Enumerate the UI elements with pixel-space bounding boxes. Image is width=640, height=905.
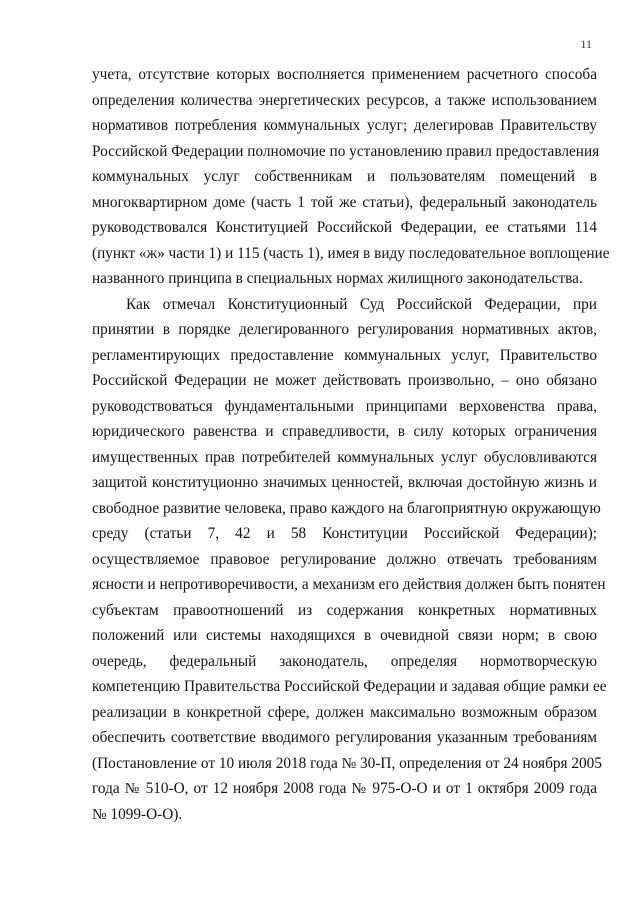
text-line: учета, отсутствие которых восполняется применением расчетного способа: [92, 66, 597, 83]
text-line: многоквартирном доме (часть 1 той же статьи), федеральный законодатель: [92, 193, 597, 211]
paragraph-1: [92, 62, 610, 292]
text-line: регламентирующих предоставление коммунальных услуг, Правительство: [92, 346, 597, 364]
page-number: 11: [580, 37, 592, 51]
text-line: юридического равенства и справедливости, в силу которых ограничения: [92, 423, 597, 440]
text-line: Российской Федерации не может действовать произвольно, – оно обязано: [92, 372, 597, 389]
text-line: защитой конституционно значимых ценностей, включая достойную жизнь и: [92, 474, 597, 491]
text-line: очередь, федеральный законодатель, определяя нормотворческую: [92, 652, 597, 670]
text-line: субъектам правоотношений из содержания конкретных нормативных: [92, 601, 597, 619]
text-line: Как отмечал Конституционный Суд Российской Федерации, при: [126, 295, 597, 313]
text-line: года № 510-О, от 12 ноября 2008 года № 975-О-О и от 1 октября 2009 года: [92, 780, 597, 797]
text-line: руководствовался Конституцией Российской Федерации, ее статьями 114: [92, 219, 597, 236]
text-line: компетенцию Правительства Российской Федерации и задавая общие рамки ее: [92, 678, 607, 695]
text-line: ясности и непротиворечивости, а механизм его действия должен быть понятен: [92, 576, 606, 593]
text-line: (пункт «ж» части 1) и 115 (часть 1), имея в виду последовательное воплощение: [92, 244, 610, 262]
text-line: названного принципа в специальных нормах жилищного законодательства.: [92, 270, 583, 287]
text-line: имущественных прав потребителей коммунальных услуг обусловливаются: [92, 448, 597, 466]
text-line: № 1099-О-О).: [92, 805, 183, 823]
text-line: реализации в конкретной сфере, должен максимально возможным образом: [92, 703, 597, 721]
document-body: [92, 62, 610, 827]
text-line: принятии в порядке делегированного регулирования нормативных актов,: [92, 321, 597, 338]
text-line: нормативов потребления коммунальных услуг; делегировав Правительству: [92, 117, 597, 134]
text-line: коммунальных услуг собственникам и пользователям помещений в: [92, 168, 597, 185]
paragraph-2: [92, 292, 607, 828]
text-line: (Постановление от 10 июля 2018 года № 30-П, определения от 24 ноября 2005: [92, 754, 602, 772]
text-line: руководствоваться фундаментальными принципами верховенства права,: [92, 397, 597, 415]
text-line: положений или системы находящихся в очевидной связи норм; в свою: [92, 627, 597, 644]
text-line: среду (статьи 7, 42 и 58 Конституции Российской Федерации);: [92, 525, 597, 542]
text-line: свободное развитие человека, право каждого на благоприятную окружающую: [92, 499, 601, 517]
text-line: Российской Федерации полномочие по установлению правил предоставления: [92, 142, 600, 160]
text-line: осуществляемое правовое регулирование должно отвечать требованиям: [92, 550, 597, 568]
text-line: обеспечить соответствие вводимого регулирования указанным требованиям: [92, 729, 597, 746]
text-line: определения количества энергетических ресурсов, а также использованием: [92, 91, 597, 109]
